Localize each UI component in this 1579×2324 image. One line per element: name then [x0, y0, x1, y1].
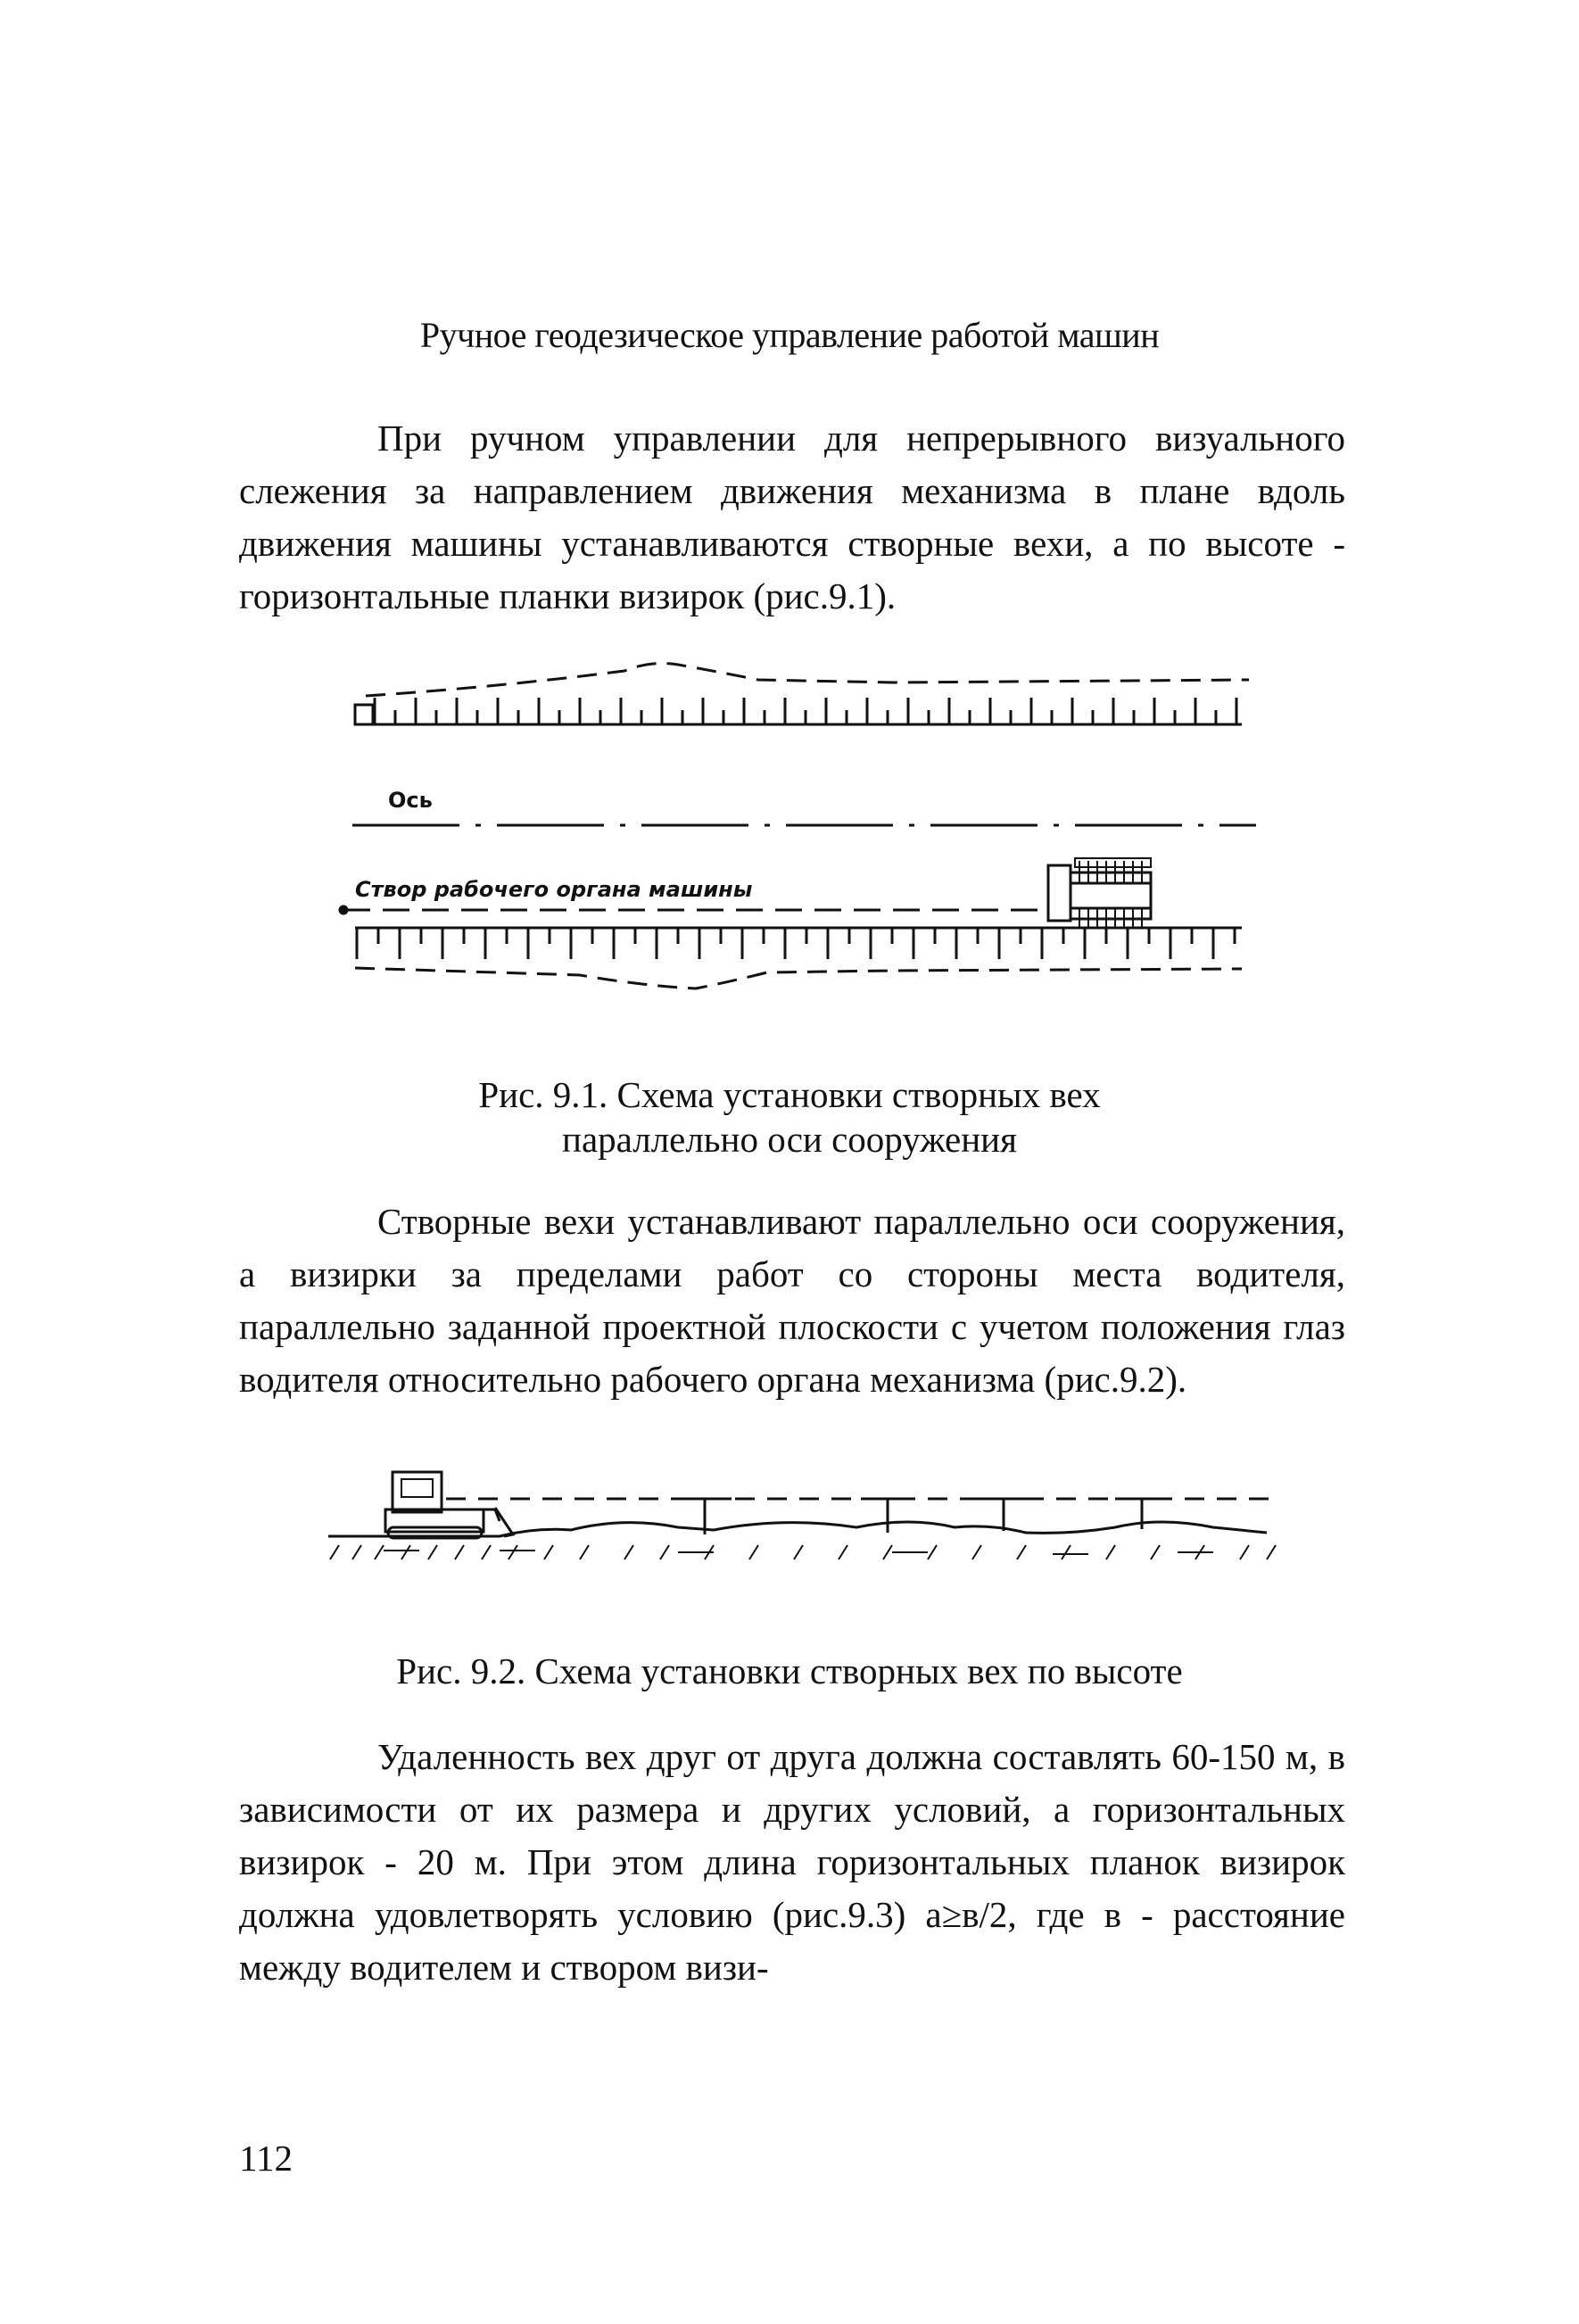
page-number: 112: [239, 2138, 293, 2179]
bulldozer-side-view: [385, 1472, 513, 1538]
figure-9-2-caption: Рис. 9.2. Схема установки створных вех по высоте: [396, 1650, 1183, 1691]
paragraph-2-text: Створные вехи устанавливают параллельно оси сооружения, а визирки за пределами работ со стороны места водителя, параллельно заданной проектной плоскости с учетом положения глаз водителя относительно рабочего органа механизма (рис.9.2).: [239, 1201, 1345, 1400]
axis-label: Ось: [388, 788, 433, 813]
ground-hatching: [330, 1545, 1276, 1559]
section-heading: Ручное геодезическое управление работой машин: [419, 315, 1160, 355]
paragraph-3: [239, 1731, 1345, 1994]
figure-9-1-caption: Рис. 9.1. Схема установки створных вех параллельно оси сооружения: [478, 1074, 1101, 1160]
working-line-label: Створ рабочего органа машины: [355, 877, 753, 902]
paragraph-1-text: При ручном управлении для непрерывного визуального слежения за направлением движения механизма в плане вдоль движения машины устанавливаются створные вехи, а по высоте - горизонтальные планки визирок (рис.9.1).: [239, 418, 1345, 616]
paragraph-3-text: Удаленность вех друг от друга должна составлять 60-150 м, в зависимости от их размера и других условий, а горизонтальных визирок - 20 м. При этом длина горизонтальных планок визирок должна удовлетворять условию (рис.9.3) а≥в/2, где в - расстояние между водителем и створом визи-: [239, 1736, 1345, 1988]
ground-surface: [328, 1522, 1267, 1536]
